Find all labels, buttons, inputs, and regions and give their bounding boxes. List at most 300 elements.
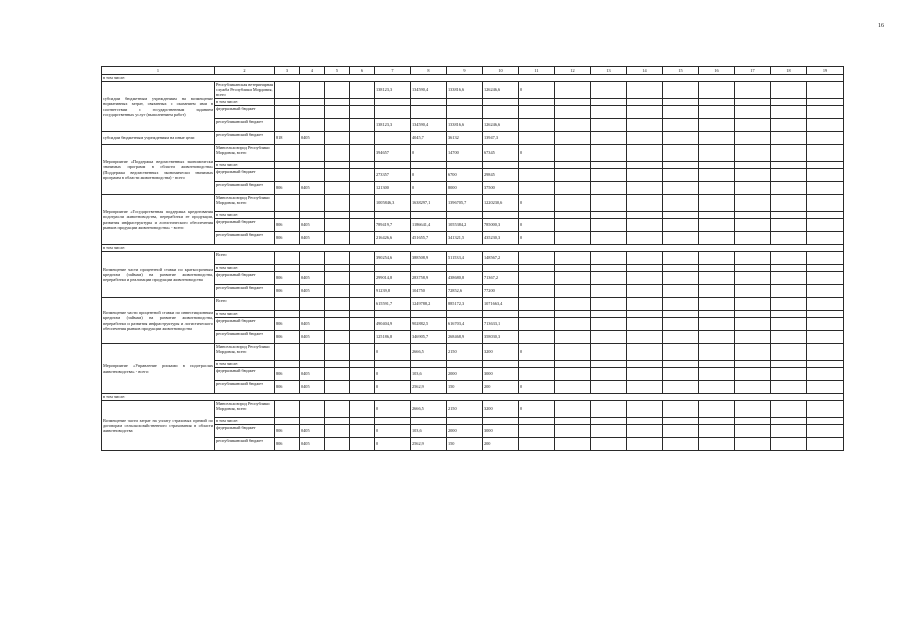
column-number: 3	[275, 67, 300, 75]
funding-source: в том числе:	[215, 418, 275, 425]
empty-cell	[807, 99, 844, 106]
empty-cell	[807, 106, 844, 119]
empty-cell	[807, 145, 844, 162]
empty-cell	[325, 162, 350, 169]
column-number: 5	[325, 67, 350, 75]
empty-cell	[627, 252, 663, 265]
empty-cell	[663, 169, 699, 182]
empty-cell	[627, 106, 663, 119]
empty-cell	[771, 381, 807, 394]
amount-cell-c11	[519, 298, 555, 311]
funding-source: в том числе:	[215, 162, 275, 169]
empty-cell	[771, 298, 807, 311]
funding-source: республиканский бюджет	[215, 438, 275, 451]
empty-cell	[627, 119, 663, 132]
table-row	[102, 401, 844, 418]
amount-cell-c7: 299014,8	[375, 272, 411, 285]
empty-cell	[735, 401, 771, 418]
empty-cell	[807, 318, 844, 331]
funding-source: Всего	[215, 252, 275, 265]
amount-cell-c7	[375, 311, 411, 318]
empty-cell	[555, 311, 591, 318]
empty-cell	[663, 331, 699, 344]
amount-cell-c9: 1055384,2	[447, 219, 483, 232]
empty-cell	[699, 361, 735, 368]
empty-cell	[591, 344, 627, 361]
section-code	[300, 298, 325, 311]
amount-cell-c9	[447, 361, 483, 368]
empty-cell	[555, 232, 591, 245]
section-code	[300, 145, 325, 162]
empty-cell	[735, 119, 771, 132]
empty-cell	[555, 252, 591, 265]
empty-cell	[699, 318, 735, 331]
empty-cell	[771, 132, 807, 145]
section-code: 0405	[300, 272, 325, 285]
empty-cell	[699, 418, 735, 425]
empty-cell	[663, 318, 699, 331]
empty-cell	[663, 252, 699, 265]
grbs-code	[275, 265, 300, 272]
funding-source: в том числе:	[215, 212, 275, 219]
empty-cell	[350, 99, 375, 106]
column-number-row	[102, 67, 844, 75]
amount-cell-c10: 200	[483, 381, 519, 394]
funding-source: Минсельхозпрод Республики Мордовия, всего	[215, 344, 275, 361]
empty-cell	[771, 212, 807, 219]
empty-cell	[699, 212, 735, 219]
funding-source: федеральный бюджет	[215, 318, 275, 331]
empty-cell	[735, 212, 771, 219]
empty-cell	[807, 418, 844, 425]
empty-cell	[699, 381, 735, 394]
amount-cell-c7: 0	[375, 401, 411, 418]
amount-cell-c9: 150	[447, 438, 483, 451]
empty-cell	[807, 82, 844, 99]
empty-cell	[555, 145, 591, 162]
empty-cell	[555, 182, 591, 195]
section-code	[300, 119, 325, 132]
empty-cell	[663, 381, 699, 394]
column-number: 17	[735, 67, 771, 75]
amount-cell-c10	[483, 212, 519, 219]
empty-cell	[627, 232, 663, 245]
grbs-code: 806	[275, 182, 300, 195]
empty-cell	[663, 182, 699, 195]
empty-cell	[663, 132, 699, 145]
empty-cell	[350, 119, 375, 132]
amount-cell-c11: 0	[519, 344, 555, 361]
empty-cell	[663, 311, 699, 318]
empty-cell	[699, 252, 735, 265]
empty-cell	[627, 438, 663, 451]
amount-cell-c10	[483, 311, 519, 318]
empty-cell	[325, 212, 350, 219]
empty-cell	[735, 381, 771, 394]
empty-cell	[350, 162, 375, 169]
amount-cell-c10: 3000	[483, 368, 519, 381]
amount-cell-c11: 0	[519, 219, 555, 232]
empty-cell	[591, 311, 627, 318]
measure-description: Возмещение части затрат на уплату страховых премий по договорам сельскохозяйственного страхования в области животноводства	[102, 401, 215, 451]
grbs-code	[275, 145, 300, 162]
amount-cell-c10: 1071663,4	[483, 298, 519, 311]
empty-cell	[350, 298, 375, 311]
empty-cell	[735, 418, 771, 425]
empty-cell	[555, 99, 591, 106]
empty-cell	[591, 318, 627, 331]
empty-cell	[591, 232, 627, 245]
empty-cell	[591, 252, 627, 265]
empty-cell	[325, 298, 350, 311]
funding-source: федеральный бюджет	[215, 169, 275, 182]
section-code: 0405	[300, 232, 325, 245]
empty-cell	[555, 219, 591, 232]
amount-cell-c8: 2666,5	[411, 344, 447, 361]
empty-cell	[663, 106, 699, 119]
empty-cell	[699, 331, 735, 344]
empty-cell	[325, 169, 350, 182]
empty-cell	[735, 361, 771, 368]
column-number: 4	[300, 67, 325, 75]
funding-source: Республиканская ветеринарная служба Республики Мордовия, всего	[216, 82, 273, 98]
empty-cell	[591, 368, 627, 381]
empty-cell	[735, 82, 771, 99]
amount-cell-c8: 134590,4	[411, 119, 447, 132]
column-number: 6	[350, 67, 375, 75]
amount-cell-c8: 902882,5	[411, 318, 447, 331]
empty-cell	[350, 344, 375, 361]
empty-cell	[591, 285, 627, 298]
empty-cell	[555, 162, 591, 169]
funding-source: Минсельхозпрод Республики Мордовия, всего	[215, 145, 275, 162]
amount-cell-c9: 133816,6	[447, 119, 483, 132]
empty-cell	[663, 368, 699, 381]
grbs-code	[275, 252, 300, 265]
amount-cell-c10: 1220230,6	[483, 195, 519, 212]
amount-cell-c9	[447, 311, 483, 318]
amount-cell-c8: 283758,9	[411, 272, 447, 285]
empty-cell	[555, 331, 591, 344]
funding-source: в том числе:	[215, 99, 275, 106]
grbs-code: 806	[275, 438, 300, 451]
empty-cell	[663, 298, 699, 311]
grbs-code	[275, 344, 300, 361]
empty-cell	[735, 219, 771, 232]
amount-cell-c8	[411, 265, 447, 272]
section-code	[300, 418, 325, 425]
empty-cell	[807, 298, 844, 311]
empty-cell	[627, 368, 663, 381]
empty-cell	[771, 145, 807, 162]
empty-cell	[699, 368, 735, 381]
empty-cell	[325, 361, 350, 368]
amount-cell-c7: 615591,7	[375, 298, 411, 311]
empty-cell	[735, 344, 771, 361]
empty-cell	[663, 285, 699, 298]
budget-table	[101, 66, 844, 451]
amount-cell-c7	[375, 106, 411, 119]
empty-cell	[771, 162, 807, 169]
amount-cell-c11: 0	[519, 195, 555, 212]
table-row	[102, 252, 844, 265]
empty-cell	[350, 212, 375, 219]
amount-cell-c11	[519, 99, 555, 106]
section-code	[300, 212, 325, 219]
funding-source: республиканский бюджет	[215, 285, 275, 298]
empty-cell	[807, 182, 844, 195]
empty-cell	[591, 219, 627, 232]
amount-cell-c7: 490404,9	[375, 318, 411, 331]
amount-cell-c9: 2000	[447, 425, 483, 438]
empty-cell	[350, 219, 375, 232]
empty-cell	[350, 285, 375, 298]
empty-cell	[325, 401, 350, 418]
amount-cell-c11	[519, 318, 555, 331]
funding-source: федеральный бюджет	[215, 106, 275, 119]
column-number: 9	[447, 67, 483, 75]
empty-cell	[350, 331, 375, 344]
amount-cell-c7	[375, 99, 411, 106]
empty-cell	[771, 195, 807, 212]
section-code	[300, 401, 325, 418]
amount-cell-c10: 785000,3	[483, 219, 519, 232]
empty-cell	[807, 401, 844, 418]
empty-cell	[325, 311, 350, 318]
amount-cell-c11	[519, 119, 555, 132]
amount-cell-c9: 6700	[447, 169, 483, 182]
empty-cell	[771, 318, 807, 331]
amount-cell-c11	[519, 272, 555, 285]
empty-cell	[735, 169, 771, 182]
empty-cell	[663, 361, 699, 368]
empty-cell	[591, 82, 627, 99]
empty-cell	[771, 401, 807, 418]
table-row	[102, 132, 844, 145]
amount-cell-c11	[519, 212, 555, 219]
empty-cell	[699, 169, 735, 182]
section-code: 0405	[300, 182, 325, 195]
amount-cell-c10: 435230,3	[483, 232, 519, 245]
empty-cell	[627, 132, 663, 145]
section-code	[300, 252, 325, 265]
empty-cell	[807, 438, 844, 451]
amount-cell-c11	[519, 265, 555, 272]
grbs-code	[275, 169, 300, 182]
amount-cell-c9: 133816,6	[447, 82, 483, 99]
empty-cell	[591, 265, 627, 272]
empty-cell	[325, 232, 350, 245]
amount-cell-c8	[411, 162, 447, 169]
empty-cell	[555, 119, 591, 132]
section-code: 0405	[300, 132, 325, 145]
grbs-code	[275, 418, 300, 425]
amount-cell-c7: 1005846,3	[375, 195, 411, 212]
amount-cell-c9: 150	[447, 381, 483, 394]
amount-cell-c7	[375, 265, 411, 272]
section-code	[300, 82, 325, 99]
amount-cell-c8: 2666,5	[411, 401, 447, 418]
empty-cell	[771, 425, 807, 438]
section-label-row	[102, 75, 844, 82]
empty-cell	[735, 195, 771, 212]
amount-cell-c8: 346905,7	[411, 331, 447, 344]
amount-cell-c7: 121300	[375, 182, 411, 195]
section-code	[300, 344, 325, 361]
column-number: 12	[555, 67, 591, 75]
empty-cell	[627, 381, 663, 394]
empty-cell	[699, 285, 735, 298]
empty-cell	[555, 195, 591, 212]
amount-cell-c11	[519, 285, 555, 298]
empty-cell	[350, 425, 375, 438]
empty-cell	[555, 82, 591, 99]
amount-cell-c10	[483, 418, 519, 425]
empty-cell	[555, 272, 591, 285]
column-number: 19	[807, 67, 844, 75]
empty-cell	[699, 195, 735, 212]
column-number: 16	[699, 67, 735, 75]
empty-cell	[663, 219, 699, 232]
empty-cell	[771, 361, 807, 368]
empty-cell	[591, 438, 627, 451]
amount-cell-c10: 713633,1	[483, 318, 519, 331]
amount-cell-c10: 200	[483, 438, 519, 451]
grbs-code	[275, 195, 300, 212]
amount-cell-c11	[519, 162, 555, 169]
empty-cell	[627, 331, 663, 344]
amount-cell-c10: 71367,2	[483, 272, 519, 285]
empty-cell	[591, 272, 627, 285]
empty-cell	[350, 195, 375, 212]
amount-cell-c10	[483, 265, 519, 272]
empty-cell	[627, 169, 663, 182]
empty-cell	[325, 265, 350, 272]
empty-cell	[771, 285, 807, 298]
empty-cell	[699, 344, 735, 361]
amount-cell-c8	[411, 106, 447, 119]
empty-cell	[591, 169, 627, 182]
amount-cell-c11: 0	[519, 145, 555, 162]
amount-cell-c11	[519, 368, 555, 381]
funding-source: Минсельхозпрод Республики Мордовия, всего	[215, 195, 275, 212]
empty-cell	[771, 232, 807, 245]
empty-cell	[735, 232, 771, 245]
empty-cell	[807, 272, 844, 285]
section-code	[300, 169, 325, 182]
empty-cell	[325, 106, 350, 119]
amount-cell-c11	[519, 132, 555, 145]
amount-cell-c7: 125186,8	[375, 331, 411, 344]
amount-cell-c8: 1638297,1	[411, 195, 447, 212]
empty-cell	[325, 145, 350, 162]
empty-cell	[555, 318, 591, 331]
empty-cell	[735, 99, 771, 106]
amount-cell-c9	[447, 418, 483, 425]
empty-cell	[735, 265, 771, 272]
section-code	[300, 106, 325, 119]
empty-cell	[555, 438, 591, 451]
empty-cell	[807, 219, 844, 232]
empty-cell	[627, 99, 663, 106]
section-code	[300, 265, 325, 272]
amount-cell-c7: 0	[375, 425, 411, 438]
empty-cell	[325, 119, 350, 132]
amount-cell-c7: 138123,3	[375, 82, 411, 99]
empty-cell	[771, 182, 807, 195]
measure-description: субсидии бюджетным учреждениям на иные цели	[102, 132, 215, 145]
amount-cell-c7: 0	[375, 381, 411, 394]
empty-cell	[591, 162, 627, 169]
empty-cell	[591, 331, 627, 344]
empty-cell	[663, 265, 699, 272]
grbs-code: 806	[275, 381, 300, 394]
amount-cell-c7: 0	[375, 368, 411, 381]
amount-cell-c9: 511533,4	[447, 252, 483, 265]
empty-cell	[735, 368, 771, 381]
empty-cell	[591, 132, 627, 145]
empty-cell	[699, 162, 735, 169]
empty-cell	[555, 265, 591, 272]
funding-source: федеральный бюджет	[215, 368, 275, 381]
empty-cell	[699, 219, 735, 232]
empty-cell	[663, 82, 699, 99]
empty-cell	[771, 368, 807, 381]
empty-cell	[350, 182, 375, 195]
amount-cell-c9	[447, 212, 483, 219]
measure-description: Мероприятие «Государственная поддержка кредитования подотрасли животноводства, переработки ее продукции, развития инфраструктуры и логистического обеспечения рынков продукции животноводства» - всего:	[102, 195, 215, 245]
empty-cell	[663, 212, 699, 219]
amount-cell-c8: 1186641,4	[411, 219, 447, 232]
empty-cell	[591, 182, 627, 195]
empty-cell	[699, 272, 735, 285]
empty-cell	[350, 418, 375, 425]
table-row	[102, 82, 844, 99]
empty-cell	[807, 132, 844, 145]
empty-cell	[591, 119, 627, 132]
empty-cell	[771, 265, 807, 272]
column-number: 11	[519, 67, 555, 75]
amount-cell-c10: 13947,3	[483, 132, 519, 145]
empty-cell	[325, 252, 350, 265]
empty-cell	[591, 418, 627, 425]
measure-description: субсидии бюджетным учреждениям на возмещение нормативных затрат, связанных с оказанием ими в соответствии с государственным заданием государственных услуг (выполнением работ)	[102, 82, 215, 132]
grbs-code: 806	[275, 331, 300, 344]
amount-cell-c9: 2150	[447, 344, 483, 361]
amount-cell-c10: 3000	[483, 425, 519, 438]
empty-cell	[627, 195, 663, 212]
empty-cell	[807, 344, 844, 361]
funding-source: федеральный бюджет	[215, 425, 275, 438]
empty-cell	[735, 425, 771, 438]
empty-cell	[735, 331, 771, 344]
empty-cell	[627, 265, 663, 272]
grbs-code: 806	[275, 272, 300, 285]
amount-cell-c11	[519, 182, 555, 195]
empty-cell	[807, 119, 844, 132]
funding-source: федеральный бюджет	[215, 219, 275, 232]
amount-cell-c11	[519, 361, 555, 368]
grbs-code	[275, 162, 300, 169]
empty-cell	[663, 145, 699, 162]
funding-source: Всего	[215, 298, 275, 311]
empty-cell	[663, 344, 699, 361]
empty-cell	[735, 182, 771, 195]
grbs-code: 806	[275, 425, 300, 438]
empty-cell	[555, 368, 591, 381]
amount-cell-c9: 36132	[447, 132, 483, 145]
empty-cell	[350, 169, 375, 182]
